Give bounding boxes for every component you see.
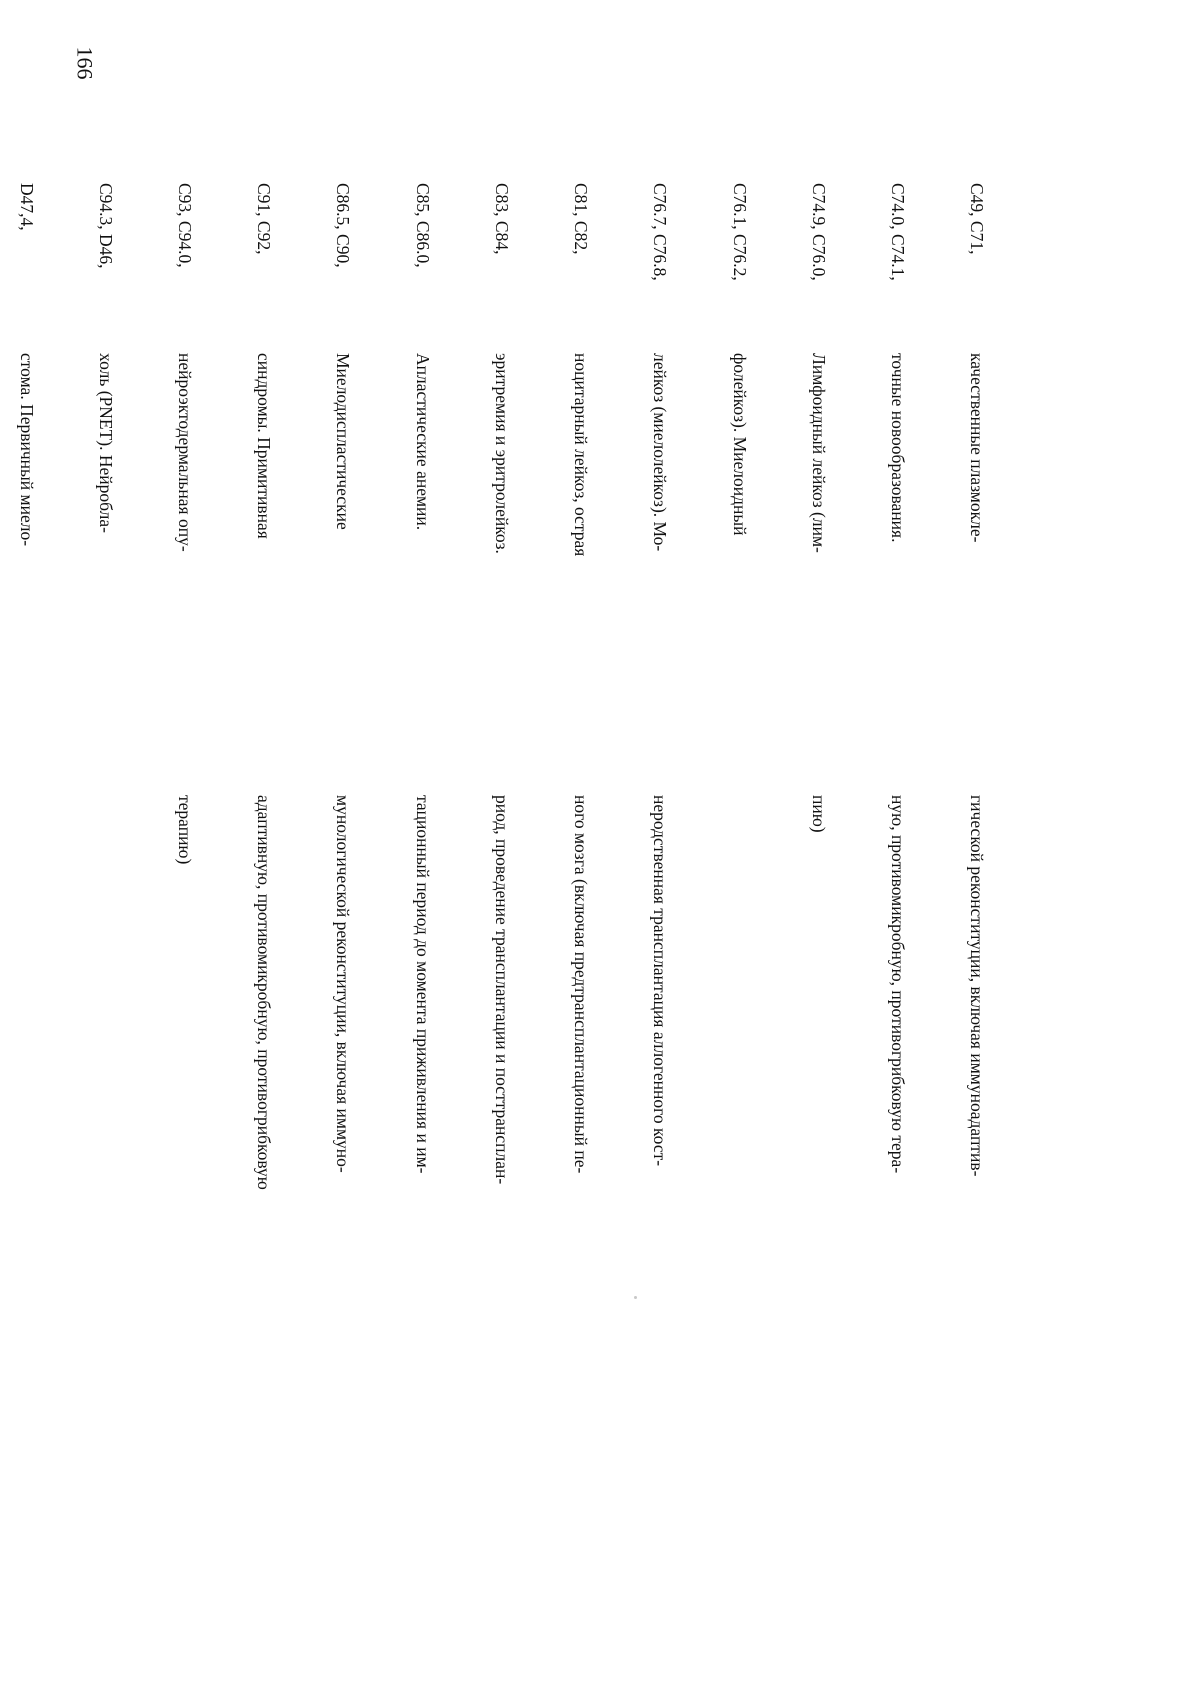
diagnosis-line: эритремия и эритролейкоз.	[491, 353, 512, 554]
diagnosis-line: стома. Первичный миело-	[16, 353, 37, 547]
icd-codes-line: C83, C84,	[491, 183, 512, 255]
diagnosis-line: Апластические анемии.	[412, 353, 433, 531]
icd-codes-line: C91, C92,	[254, 183, 275, 255]
paragraph-gap	[726, 795, 752, 1190]
method-line: адаптивную, противомикробную, противогрибковую	[254, 795, 275, 1190]
diagnosis-line: нейроэктодермальная опу-	[175, 353, 195, 552]
method-line: ного мозга (включая предтрансплантационный пе-	[571, 795, 592, 1174]
diagnosis-line: Лимфоидный лейкоз (лим-	[808, 353, 829, 553]
diagnosis-line: точные новообразования.	[887, 353, 908, 543]
icd-codes-line: C74.9, C76.0,	[808, 183, 829, 281]
icd-codes-line: C76.7, C76.8,	[650, 183, 671, 281]
icd-codes-line: C74.0, C74.1,	[887, 183, 908, 281]
icd-codes-line: C93, C94.0,	[175, 183, 195, 268]
icd-codes-column	[0, 183, 1043, 281]
scan-speck	[634, 1296, 637, 1299]
method-line: гической реконституции, включая иммуноадаптив-	[967, 795, 988, 1177]
method-line: мунологической реконституции, включая иммуно-	[333, 795, 354, 1173]
icd-codes-line: C86.5, C90,	[333, 183, 354, 268]
icd-codes-line: C85, C86.0,	[412, 183, 433, 268]
icd-codes-line: C81, C82,	[571, 183, 592, 255]
diagnosis-line: ноцитарный лейкоз, острая	[571, 353, 592, 557]
page-number: 166	[72, 46, 98, 80]
diagnoses-column	[0, 353, 1043, 556]
diagnosis-line: фолейкоз). Миелоидный	[729, 353, 750, 536]
method-line: ную, противомикробную, противогрибковую тера-	[887, 795, 908, 1174]
diagnosis-line: лейкоз (миелолейкоз). Мо-	[650, 353, 671, 552]
icd-codes-line: C76.1, C76.2,	[729, 183, 750, 281]
icd-codes-line: C49, C71,	[967, 183, 988, 255]
diagnosis-line: Миелодиспластические	[333, 353, 354, 530]
icd-codes-line: C94.3, D46,	[95, 183, 116, 269]
method-line: тационный период до момента приживления и им-	[412, 795, 433, 1174]
method-line: терапию)	[175, 795, 196, 865]
diagnosis-line: качественные плазмокле-	[967, 353, 988, 543]
diagnosis-line: холь (PNET). Нейробла-	[95, 353, 116, 533]
rotated-table-fragment	[16, 183, 1050, 1513]
method-line: пию)	[808, 795, 829, 833]
method-line: неродственная трансплантация аллогенного кост-	[650, 795, 671, 1167]
icd-codes-line: D47,4,	[16, 183, 37, 231]
diagnosis-line: синдромы. Примитивная	[254, 353, 275, 539]
treatment-methods-column	[119, 795, 1043, 1190]
method-line: риод, проведение трансплантации и посттрансплан-	[491, 795, 512, 1185]
